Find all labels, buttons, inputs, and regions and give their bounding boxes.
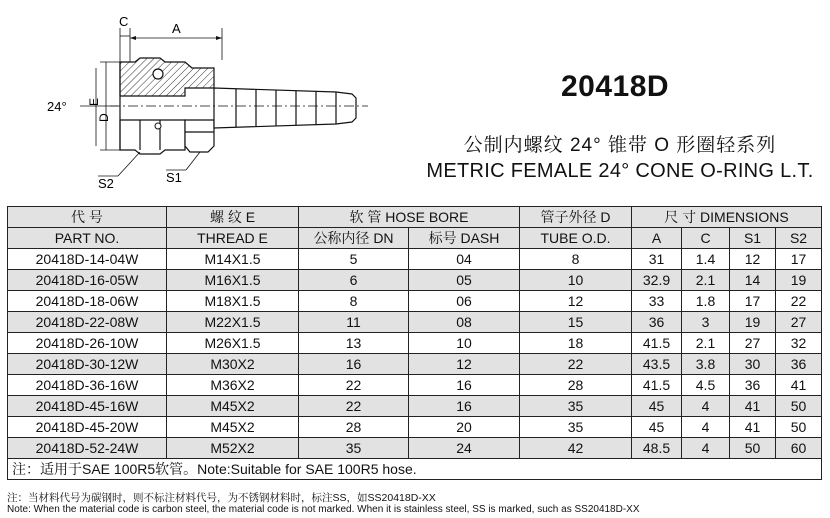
cell-a: 31 bbox=[632, 249, 682, 270]
cell-dn: 6 bbox=[299, 270, 409, 291]
cell-a: 45 bbox=[632, 417, 682, 438]
cell-s1: 27 bbox=[730, 333, 776, 354]
cell-c: 4 bbox=[682, 438, 730, 459]
cell-c: 3.8 bbox=[682, 354, 730, 375]
cell-part: 20418D-14-04W bbox=[8, 249, 167, 270]
cell-c: 1.4 bbox=[682, 249, 730, 270]
cell-s2: 60 bbox=[776, 438, 822, 459]
col-thread-cn: 螺 纹 E bbox=[167, 207, 299, 228]
cell-thread: M22X1.5 bbox=[167, 312, 299, 333]
cell-a: 36 bbox=[632, 312, 682, 333]
cell-c: 4 bbox=[682, 396, 730, 417]
cell-s2: 19 bbox=[776, 270, 822, 291]
angle-label: 24° bbox=[47, 99, 67, 114]
cell-tube: 28 bbox=[520, 375, 632, 396]
cell-dash: 12 bbox=[409, 354, 520, 375]
cell-s2: 50 bbox=[776, 396, 822, 417]
cell-tube: 18 bbox=[520, 333, 632, 354]
cell-c: 1.8 bbox=[682, 291, 730, 312]
col-c: C bbox=[682, 228, 730, 249]
cell-thread: M52X2 bbox=[167, 438, 299, 459]
cell-dash: 08 bbox=[409, 312, 520, 333]
cell-c: 2.1 bbox=[682, 333, 730, 354]
cell-c: 3 bbox=[682, 312, 730, 333]
cell-part: 20418D-45-16W bbox=[8, 396, 167, 417]
cell-dn: 28 bbox=[299, 417, 409, 438]
cell-dash: 10 bbox=[409, 333, 520, 354]
cell-part: 20418D-36-16W bbox=[8, 375, 167, 396]
table-row bbox=[8, 438, 822, 459]
cell-dash: 20 bbox=[409, 417, 520, 438]
cell-dash: 16 bbox=[409, 396, 520, 417]
cell-dn: 16 bbox=[299, 354, 409, 375]
title-chinese: 公制内螺纹 24° 锥带 O 形圈轻系列 bbox=[463, 135, 777, 156]
table-row bbox=[8, 291, 822, 312]
cell-s2: 17 bbox=[776, 249, 822, 270]
col-hose-bore: 软 管 HOSE BORE bbox=[299, 207, 520, 228]
cell-a: 48.5 bbox=[632, 438, 682, 459]
cell-dash: 06 bbox=[409, 291, 520, 312]
col-dn: 公称内径 DN bbox=[299, 228, 409, 249]
cell-s1: 19 bbox=[730, 312, 776, 333]
cell-c: 4.5 bbox=[682, 375, 730, 396]
cell-a: 43.5 bbox=[632, 354, 682, 375]
dim-c-label: C bbox=[119, 14, 129, 29]
table-row bbox=[8, 249, 822, 270]
cell-s2: 50 bbox=[776, 417, 822, 438]
cell-s1: 14 bbox=[730, 270, 776, 291]
cell-tube: 42 bbox=[520, 438, 632, 459]
leader-lines bbox=[98, 152, 200, 176]
col-tube-od: TUBE O.D. bbox=[520, 228, 632, 249]
col-tube-cn: 管子外径 D bbox=[520, 207, 632, 228]
table-row bbox=[8, 417, 822, 438]
cell-dn: 5 bbox=[299, 249, 409, 270]
vent-hole bbox=[155, 123, 161, 129]
cell-tube: 35 bbox=[520, 417, 632, 438]
cell-part: 20418D-52-24W bbox=[8, 438, 167, 459]
cell-s2: 22 bbox=[776, 291, 822, 312]
cell-s1: 41 bbox=[730, 417, 776, 438]
cell-s1: 17 bbox=[730, 291, 776, 312]
col-a: A bbox=[632, 228, 682, 249]
body-hex bbox=[185, 120, 214, 152]
footnote-chinese: 注：当材料代号为碳钢时，则不标注材料代号，为不锈钢材料时，标注SS，如SS20418D-XX bbox=[7, 492, 436, 504]
cell-part: 20418D-22-08W bbox=[8, 312, 167, 333]
fitting-drawing bbox=[0, 0, 420, 205]
cell-a: 41.5 bbox=[632, 333, 682, 354]
spec-table bbox=[7, 206, 822, 480]
cell-a: 45 bbox=[632, 396, 682, 417]
s1-label: S1 bbox=[166, 170, 182, 185]
cell-dn: 8 bbox=[299, 291, 409, 312]
cell-dn: 11 bbox=[299, 312, 409, 333]
cell-thread: M18X1.5 bbox=[167, 291, 299, 312]
cell-s2: 32 bbox=[776, 333, 822, 354]
cell-s1: 30 bbox=[730, 354, 776, 375]
cell-thread: M16X1.5 bbox=[167, 270, 299, 291]
cell-part: 20418D-45-20W bbox=[8, 417, 167, 438]
col-part-no: PART NO. bbox=[8, 228, 167, 249]
cell-part: 20418D-26-10W bbox=[8, 333, 167, 354]
o-ring bbox=[153, 69, 163, 79]
cell-a: 33 bbox=[632, 291, 682, 312]
cell-thread: M45X2 bbox=[167, 396, 299, 417]
cell-tube: 12 bbox=[520, 291, 632, 312]
cell-s1: 36 bbox=[730, 375, 776, 396]
cell-dash: 16 bbox=[409, 375, 520, 396]
table-row bbox=[8, 375, 822, 396]
hose-tail bbox=[214, 88, 356, 128]
cell-s2: 41 bbox=[776, 375, 822, 396]
table-row bbox=[8, 333, 822, 354]
header-row-2 bbox=[8, 228, 822, 249]
cell-thread: M30X2 bbox=[167, 354, 299, 375]
dim-e-label: E bbox=[87, 97, 101, 106]
hose-note: 注：适用于SAE 100R5软管。Note:Suitable for SAE 100R5 hose. bbox=[8, 459, 822, 480]
cell-tube: 15 bbox=[520, 312, 632, 333]
col-s2: S2 bbox=[776, 228, 822, 249]
cell-s1: 12 bbox=[730, 249, 776, 270]
cell-dn: 22 bbox=[299, 375, 409, 396]
col-dash: 标号 DASH bbox=[409, 228, 520, 249]
cell-a: 41.5 bbox=[632, 375, 682, 396]
cell-s2: 36 bbox=[776, 354, 822, 375]
cell-tube: 35 bbox=[520, 396, 632, 417]
arrow-a-left bbox=[130, 36, 136, 40]
cell-part: 20418D-18-06W bbox=[8, 291, 167, 312]
cell-thread: M45X2 bbox=[167, 417, 299, 438]
cell-c: 4 bbox=[682, 417, 730, 438]
cell-thread: M26X1.5 bbox=[167, 333, 299, 354]
title-english: METRIC FEMALE 24° CONE O-RING L.T. bbox=[426, 160, 814, 182]
note-row bbox=[8, 459, 822, 480]
cell-tube: 10 bbox=[520, 270, 632, 291]
header-row-1 bbox=[8, 207, 822, 228]
cell-c: 2.1 bbox=[682, 270, 730, 291]
cell-s1: 41 bbox=[730, 396, 776, 417]
table-row bbox=[8, 396, 822, 417]
cell-a: 32.9 bbox=[632, 270, 682, 291]
col-thread-e: THREAD E bbox=[167, 228, 299, 249]
cell-thread: M14X1.5 bbox=[167, 249, 299, 270]
cell-dn: 22 bbox=[299, 396, 409, 417]
dim-a-label: A bbox=[172, 21, 181, 36]
cell-thread: M36X2 bbox=[167, 375, 299, 396]
s2-label: S2 bbox=[98, 176, 114, 191]
cell-part: 20418D-30-12W bbox=[8, 354, 167, 375]
cell-dn: 13 bbox=[299, 333, 409, 354]
arrow-a-right bbox=[216, 36, 222, 40]
col-dimensions: 尺 寸 DIMENSIONS bbox=[632, 207, 822, 228]
table-row bbox=[8, 312, 822, 333]
col-part-cn: 代 号 bbox=[8, 207, 167, 228]
cell-s2: 27 bbox=[776, 312, 822, 333]
cell-dn: 35 bbox=[299, 438, 409, 459]
table-row bbox=[8, 270, 822, 291]
cell-tube: 8 bbox=[520, 249, 632, 270]
cell-tube: 22 bbox=[520, 354, 632, 375]
footnote-english: Note: When the material code is carbon steel, the material code is not marked. When it is stainless steel, SS is marked, such as SS20418D-XX bbox=[7, 504, 640, 515]
table-row bbox=[8, 354, 822, 375]
cell-part: 20418D-16-05W bbox=[8, 270, 167, 291]
dim-d-label: D bbox=[97, 113, 111, 122]
cell-dash: 04 bbox=[409, 249, 520, 270]
part-number-title: 20418D bbox=[560, 70, 670, 103]
col-s1: S1 bbox=[730, 228, 776, 249]
cell-dash: 05 bbox=[409, 270, 520, 291]
cell-dash: 24 bbox=[409, 438, 520, 459]
cell-s1: 50 bbox=[730, 438, 776, 459]
